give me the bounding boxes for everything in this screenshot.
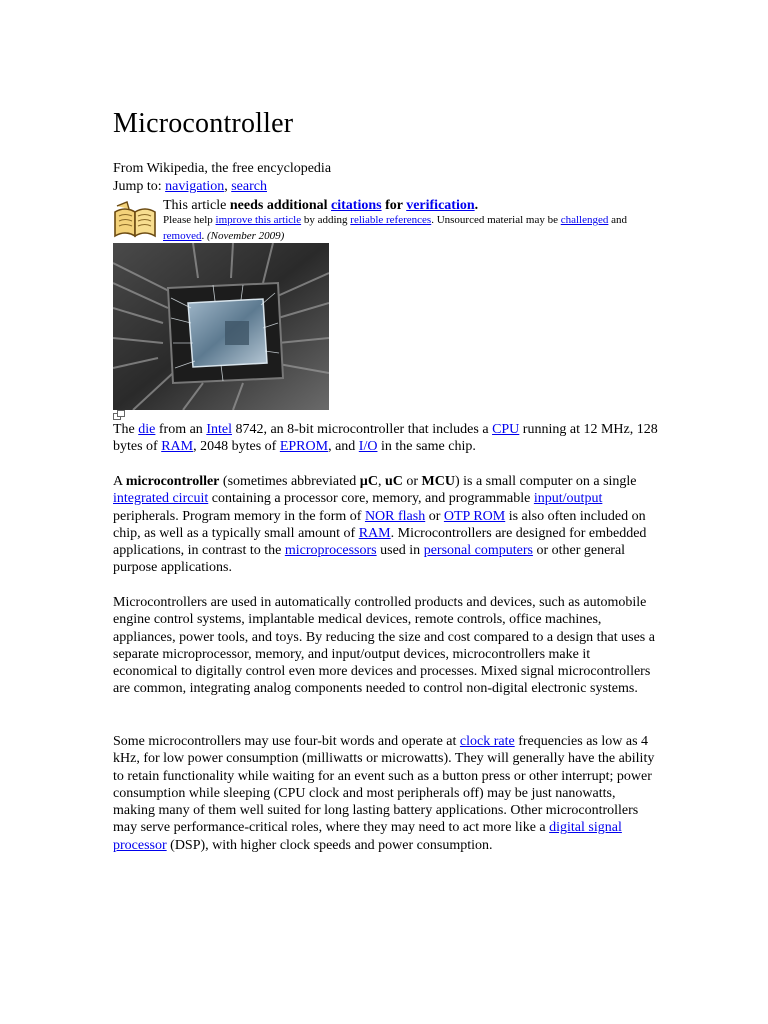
jump-prefix: Jump to: xyxy=(113,179,166,194)
input-output-link[interactable]: input/output xyxy=(533,491,603,507)
clock-rate-link[interactable]: clock rate xyxy=(459,734,515,749)
tagline: From Wikipedia, the free encyclopedia xyxy=(113,161,332,176)
die-link[interactable]: die xyxy=(138,422,156,437)
book-icon xyxy=(113,200,157,240)
ram-link[interactable]: RAM xyxy=(161,439,194,455)
cpu-link[interactable]: CPU xyxy=(492,422,520,437)
citations-link[interactable]: citations xyxy=(331,198,382,213)
io-link[interactable]: I/O xyxy=(358,439,378,455)
search-link[interactable]: search xyxy=(231,179,267,194)
dsp-link[interactable]: digital signal processor xyxy=(113,820,622,853)
verification-link[interactable]: verification xyxy=(406,198,475,213)
notice-title: This article needs additional citations for verification. xyxy=(163,198,479,213)
reliable-references-link[interactable]: reliable references xyxy=(350,214,432,226)
image-caption: The die from an Intel 8742, an 8-bit microcontroller that includes a CPU running at 12 MHz, 128 bytes of RAM, 2048 bytes of EPROM, and I/O in the same chip. xyxy=(113,422,658,455)
paragraph-intro: A microcontroller (sometimes abbreviated µC, uC or MCU) is a small computer on a single integrated circuit containing a processor core, memory, and programmable input/output peripherals. Program memory in the form of NOR flash or OTP ROM is also often included on chip, as well as a typically small amount of RAM. Microcontrollers are designed for embedded applications, in contrast to the microprocessors used in personal computers or other general purpose applications. xyxy=(113,474,647,576)
challenged-link[interactable]: challenged xyxy=(560,214,609,226)
magnify-icon[interactable] xyxy=(113,410,125,420)
nor-flash-link[interactable]: NOR flash xyxy=(364,508,426,524)
navigation-link[interactable]: navigation xyxy=(165,179,225,194)
otp-rom-link[interactable]: OTP ROM xyxy=(443,508,506,524)
chip-photo[interactable] xyxy=(113,243,329,410)
microcontroller-die-image xyxy=(113,243,329,410)
jump-to-links: Jump to: navigation, search xyxy=(113,179,267,194)
removed-link[interactable]: removed xyxy=(163,229,202,242)
paragraph-uses: Microcontrollers are used in automatically controlled products and devices, such as automobile engine control systems, implantable medical devices, remote controls, office machines, appliances, power tools, and toys. By reducing the size and cost compared to a design that uses a separate microprocessor, memory, and input/output devices, microcontrollers make it economical to digitally control even more devices and processes. Mixed signal microcontrollers are common, integrating analog components needed to control non-digital electronic systems. xyxy=(113,595,655,697)
page-title: Microcontroller xyxy=(113,108,294,139)
personal-computers-link[interactable]: personal computers xyxy=(423,543,533,559)
improve-article-link[interactable]: improve this article xyxy=(215,214,302,226)
eprom-link[interactable]: EPROM xyxy=(279,439,329,455)
notice-body: Please help improve this article by adding reliable references. Unsourced material may be challenged and removed. (November 2009) xyxy=(163,214,628,242)
integrated-circuit-link[interactable]: integrated circuit xyxy=(113,491,209,507)
microprocessors-link[interactable]: microprocessors xyxy=(284,543,377,559)
intel-link[interactable]: Intel xyxy=(206,422,232,437)
paragraph-power: Some microcontrollers may use four-bit words and operate at clock rate frequencies as low as 4 kHz, for low power consumption (milliwatts or microwatts). They will generally have the ability to retain functionality while waiting for an event such as a button press or other interrupt; power consumption while sleeping (CPU clock and most peripherals off) may be just nanowatts, making many of them well suited for long lasting battery applications. Other microcontrollers may serve performance-critical roles, where they may need to act more like a digital signal processor (DSP), with higher clock speeds and power consumption. xyxy=(113,734,655,853)
ram-link-2[interactable]: RAM xyxy=(358,525,391,541)
citation-notice xyxy=(113,197,658,245)
